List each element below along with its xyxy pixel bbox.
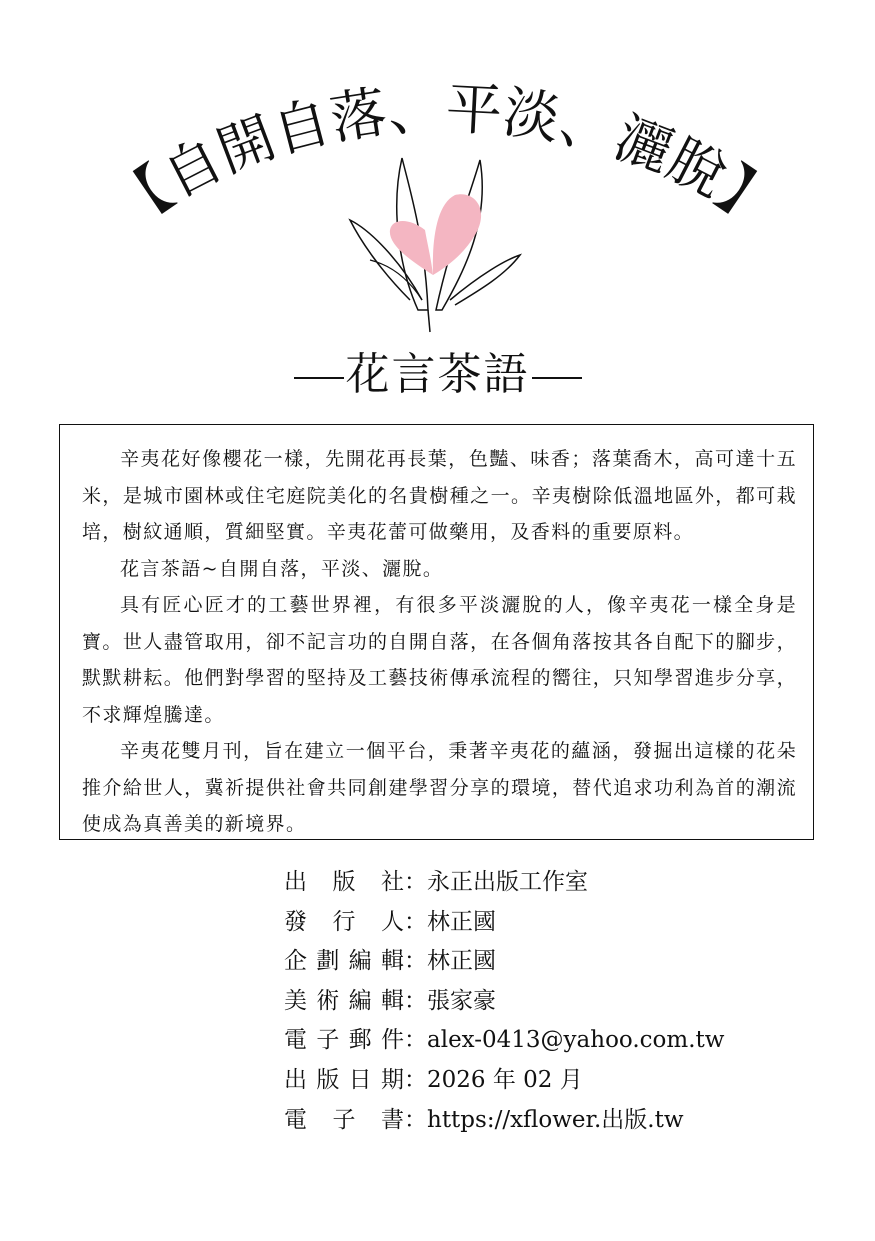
credit-label: 企劃編輯	[284, 948, 404, 975]
credit-ebook: 電子書：https://xflower.出版.tw	[284, 1101, 844, 1141]
credit-value[interactable]: https://xflower.出版.tw	[427, 1106, 684, 1133]
intro-paragraph-3: 具有匠心匠才的工藝世界裡，有很多平淡灑脫的人，像辛夷花一樣全身是寶。世人盡管取用，卻不記言功的自開自落，在各個角落按其各自配下的腳步，默默耕耘。他們對學習的堅持及工藝技術傳承流程的嚮往，只知學習進步分享，不求輝煌騰達。	[82, 594, 797, 726]
credit-publish-date: 出版日期：2026 年 02 月	[284, 1061, 844, 1101]
subtitle	[0, 345, 875, 405]
credit-label: 出版日期	[284, 1066, 404, 1093]
credit-email: 電子郵件：alex-0413@yahoo.com.tw	[284, 1021, 844, 1061]
credit-art-editor: 美術編輯：張家豪	[284, 982, 844, 1022]
credit-label: 美術編輯	[284, 987, 404, 1014]
intro-paragraph-2: 花言茶語~自開自落，平淡、灑脫。	[120, 557, 444, 580]
credits	[284, 863, 844, 1140]
right-petal	[433, 194, 481, 275]
credit-value: 2026 年 02 月	[427, 1066, 583, 1093]
intro-box	[59, 424, 814, 840]
dash-right	[532, 377, 582, 379]
credit-value[interactable]: alex-0413@yahoo.com.tw	[427, 1027, 725, 1054]
credit-value: 林正國	[427, 948, 496, 975]
dash-left	[294, 377, 344, 379]
credit-label: 電子書	[284, 1106, 404, 1133]
magnolia-flower-logo	[330, 150, 530, 335]
subtitle-text: 花言茶語	[345, 349, 530, 400]
credit-value: 永正出版工作室	[427, 869, 588, 895]
credit-label: 出版社	[284, 869, 404, 895]
credit-label: 發行人	[284, 908, 404, 935]
arched-title-text: 【自開自落、平淡、灑脫】	[101, 76, 789, 242]
credit-label: 電子郵件	[284, 1027, 404, 1054]
credit-issuer: 發行人：林正國	[284, 903, 844, 943]
intro-paragraph-4: 辛夷花雙月刊，旨在建立一個平台，秉著辛夷花的蘊涵，發掘出這樣的花朵推介給世人，冀祈提供社會共同創建學習分享的環境，替代追求功利為首的潮流使成為真善美的新境界。	[82, 740, 797, 835]
credit-value: 張家豪	[427, 987, 496, 1014]
credit-planning-editor: 企劃編輯：林正國	[284, 942, 844, 982]
left-petal	[390, 221, 433, 275]
credit-publisher: 出版社：永正出版工作室	[284, 863, 844, 903]
intro-paragraph-1: 辛夷花好像櫻花一樣，先開花再長葉，色豔、味香；落葉喬木，高可達十五米，是城市園林或住宅庭院美化的名貴樹種之一。辛夷樹除低溫地區外，都可栽培，樹紋通順，質細堅實。辛夷花蕾可做藥用，及香料的重要原料。	[82, 448, 797, 543]
credit-value: 林正國	[427, 908, 496, 935]
